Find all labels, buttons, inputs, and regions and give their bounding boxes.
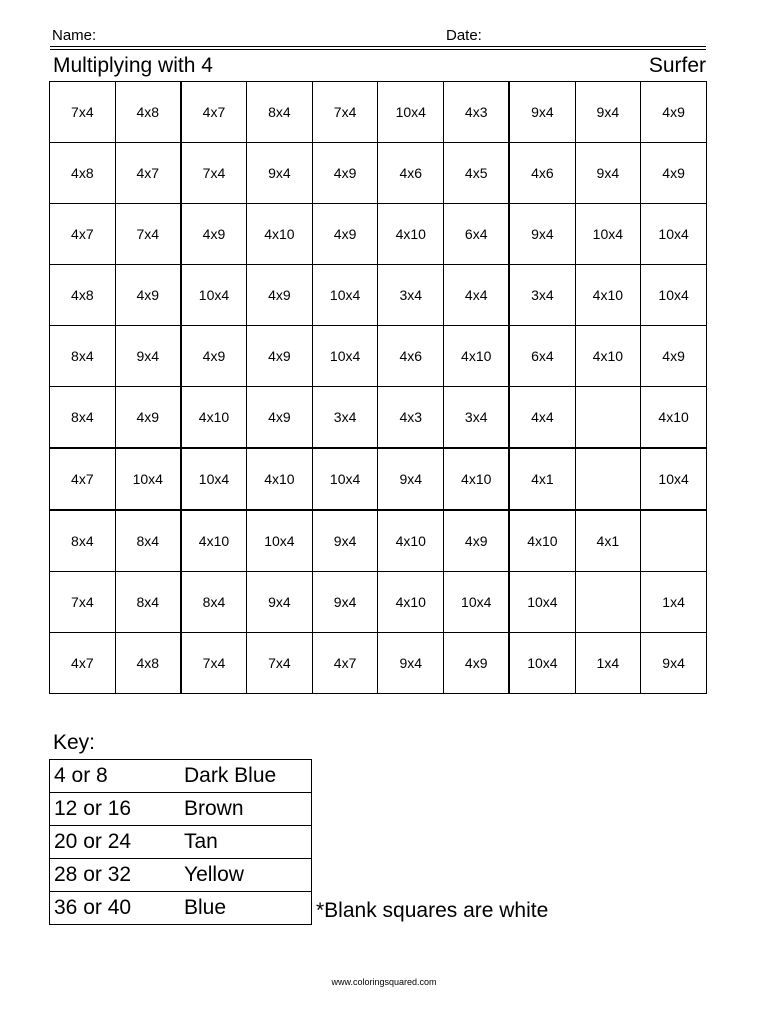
key-title: Key: xyxy=(53,731,96,754)
key-range: 36 or 40 xyxy=(50,892,181,925)
grid-row xyxy=(50,82,707,143)
grid-row xyxy=(50,572,707,633)
grid-cell: 7x4 xyxy=(50,82,116,143)
grid-cell: 4x7 xyxy=(50,204,116,265)
grid-cell: 4x6 xyxy=(378,326,444,387)
grid-cell: 10x4 xyxy=(312,265,378,326)
grid-cell: 10x4 xyxy=(509,572,575,633)
key-row xyxy=(50,859,312,892)
grid-cell: 10x4 xyxy=(181,265,247,326)
grid-cell: 9x4 xyxy=(575,143,641,204)
grid-cell: 4x8 xyxy=(115,82,181,143)
grid-cell: 4x9 xyxy=(641,82,707,143)
grid-cell: 4x9 xyxy=(247,265,313,326)
grid-cell: 4x5 xyxy=(444,143,510,204)
grid-cell: 7x4 xyxy=(247,633,313,694)
key-range: 20 or 24 xyxy=(50,826,181,859)
grid-cell: 3x4 xyxy=(444,387,510,449)
grid-cell xyxy=(641,510,707,572)
grid-cell: 9x4 xyxy=(312,572,378,633)
grid-cell xyxy=(575,448,641,510)
grid-row xyxy=(50,204,707,265)
grid-cell: 4x10 xyxy=(181,510,247,572)
grid-cell: 9x4 xyxy=(575,82,641,143)
grid-cell: 10x4 xyxy=(247,510,313,572)
grid-row xyxy=(50,265,707,326)
grid-cell: 9x4 xyxy=(312,510,378,572)
grid-cell: 9x4 xyxy=(509,204,575,265)
key-color: Blue xyxy=(180,892,312,925)
grid-cell: 4x10 xyxy=(378,510,444,572)
key-range: 12 or 16 xyxy=(50,793,181,826)
grid-cell: 3x4 xyxy=(378,265,444,326)
grid-row xyxy=(50,510,707,572)
grid-cell: 1x4 xyxy=(641,572,707,633)
grid-cell: 10x4 xyxy=(641,204,707,265)
grid-cell: 4x6 xyxy=(509,143,575,204)
grid-cell: 8x4 xyxy=(115,510,181,572)
grid-cell: 4x10 xyxy=(378,572,444,633)
grid-cell: 4x9 xyxy=(181,326,247,387)
grid-cell: 10x4 xyxy=(641,448,707,510)
grid-cell xyxy=(575,572,641,633)
grid-cell: 7x4 xyxy=(50,572,116,633)
grid-cell: 9x4 xyxy=(641,633,707,694)
grid-cell: 10x4 xyxy=(115,448,181,510)
grid-cell: 9x4 xyxy=(509,82,575,143)
grid-cell: 4x9 xyxy=(312,204,378,265)
grid-cell: 9x4 xyxy=(247,572,313,633)
footer-url: www.coloringsquared.com xyxy=(331,977,437,987)
grid-row xyxy=(50,326,707,387)
multiplication-grid xyxy=(49,81,707,694)
grid-cell: 8x4 xyxy=(115,572,181,633)
grid-cell: 4x7 xyxy=(115,143,181,204)
grid-cell: 4x6 xyxy=(378,143,444,204)
grid-row xyxy=(50,633,707,694)
grid-cell: 4x1 xyxy=(575,510,641,572)
key-range: 28 or 32 xyxy=(50,859,181,892)
grid-cell: 4x9 xyxy=(641,143,707,204)
grid-cell: 4x10 xyxy=(181,387,247,449)
key-color: Dark Blue xyxy=(180,760,312,793)
grid-cell: 4x10 xyxy=(378,204,444,265)
page-title: Multiplying with 4 xyxy=(53,54,213,77)
key-row xyxy=(50,793,312,826)
grid-cell: 4x9 xyxy=(444,633,510,694)
header-rule xyxy=(50,46,706,47)
grid-cell: 8x4 xyxy=(247,82,313,143)
grid-cell: 10x4 xyxy=(378,82,444,143)
grid-cell: 7x4 xyxy=(181,633,247,694)
key-row xyxy=(50,826,312,859)
grid-cell: 8x4 xyxy=(50,387,116,449)
grid-cell: 4x1 xyxy=(509,448,575,510)
grid-cell: 4x4 xyxy=(509,387,575,449)
grid-row xyxy=(50,143,707,204)
grid-cell: 3x4 xyxy=(312,387,378,449)
grid-cell: 4x10 xyxy=(575,265,641,326)
grid-cell: 10x4 xyxy=(181,448,247,510)
grid-cell: 10x4 xyxy=(575,204,641,265)
header-rule-double xyxy=(50,49,706,50)
grid-cell: 3x4 xyxy=(509,265,575,326)
grid-cell: 4x9 xyxy=(444,510,510,572)
grid-cell: 7x4 xyxy=(181,143,247,204)
key-color: Yellow xyxy=(180,859,312,892)
grid-cell: 9x4 xyxy=(115,326,181,387)
grid-cell: 7x4 xyxy=(312,82,378,143)
grid-cell: 10x4 xyxy=(312,326,378,387)
grid-row xyxy=(50,387,707,449)
grid-cell: 4x7 xyxy=(181,82,247,143)
grid-row xyxy=(50,448,707,510)
grid-cell: 4x10 xyxy=(575,326,641,387)
grid-cell: 9x4 xyxy=(378,633,444,694)
grid-cell: 10x4 xyxy=(312,448,378,510)
grid-cell: 4x10 xyxy=(641,387,707,449)
grid-cell: 10x4 xyxy=(444,572,510,633)
grid-cell: 8x4 xyxy=(50,510,116,572)
grid-cell: 4x8 xyxy=(50,143,116,204)
key-row xyxy=(50,892,312,925)
grid-cell: 4x7 xyxy=(312,633,378,694)
grid-cell: 4x9 xyxy=(247,326,313,387)
grid-cell: 4x9 xyxy=(115,387,181,449)
grid-cell: 4x8 xyxy=(50,265,116,326)
grid-cell: 8x4 xyxy=(181,572,247,633)
grid-cell: 7x4 xyxy=(115,204,181,265)
grid-cell: 4x10 xyxy=(509,510,575,572)
grid-cell: 4x4 xyxy=(444,265,510,326)
grid-cell: 9x4 xyxy=(247,143,313,204)
key-color: Tan xyxy=(180,826,312,859)
key-color: Brown xyxy=(180,793,312,826)
grid-cell: 4x7 xyxy=(50,448,116,510)
grid-cell: 8x4 xyxy=(50,326,116,387)
grid-cell: 4x10 xyxy=(444,448,510,510)
key-range: 4 or 8 xyxy=(50,760,181,793)
grid-cell: 4x9 xyxy=(181,204,247,265)
grid-cell: 4x9 xyxy=(115,265,181,326)
grid-cell: 9x4 xyxy=(378,448,444,510)
grid-cell: 4x3 xyxy=(378,387,444,449)
grid-cell: 4x10 xyxy=(247,204,313,265)
header-line xyxy=(50,26,706,48)
grid-cell xyxy=(575,387,641,449)
grid-cell: 6x4 xyxy=(444,204,510,265)
grid-cell: 4x8 xyxy=(115,633,181,694)
grid-cell: 6x4 xyxy=(509,326,575,387)
page-subtitle: Surfer xyxy=(648,54,706,77)
grid-cell: 4x10 xyxy=(247,448,313,510)
grid-cell: 4x10 xyxy=(444,326,510,387)
grid-cell: 4x7 xyxy=(50,633,116,694)
grid-cell: 4x3 xyxy=(444,82,510,143)
date-label: Date: xyxy=(446,27,482,44)
key-note: *Blank squares are white xyxy=(316,899,549,922)
color-key-table xyxy=(49,759,312,925)
grid-cell: 1x4 xyxy=(575,633,641,694)
grid-cell: 4x9 xyxy=(247,387,313,449)
grid-cell: 10x4 xyxy=(509,633,575,694)
key-row xyxy=(50,760,312,793)
grid-cell: 4x9 xyxy=(312,143,378,204)
grid-cell: 4x9 xyxy=(641,326,707,387)
grid-cell: 10x4 xyxy=(641,265,707,326)
name-label: Name: xyxy=(52,27,97,44)
